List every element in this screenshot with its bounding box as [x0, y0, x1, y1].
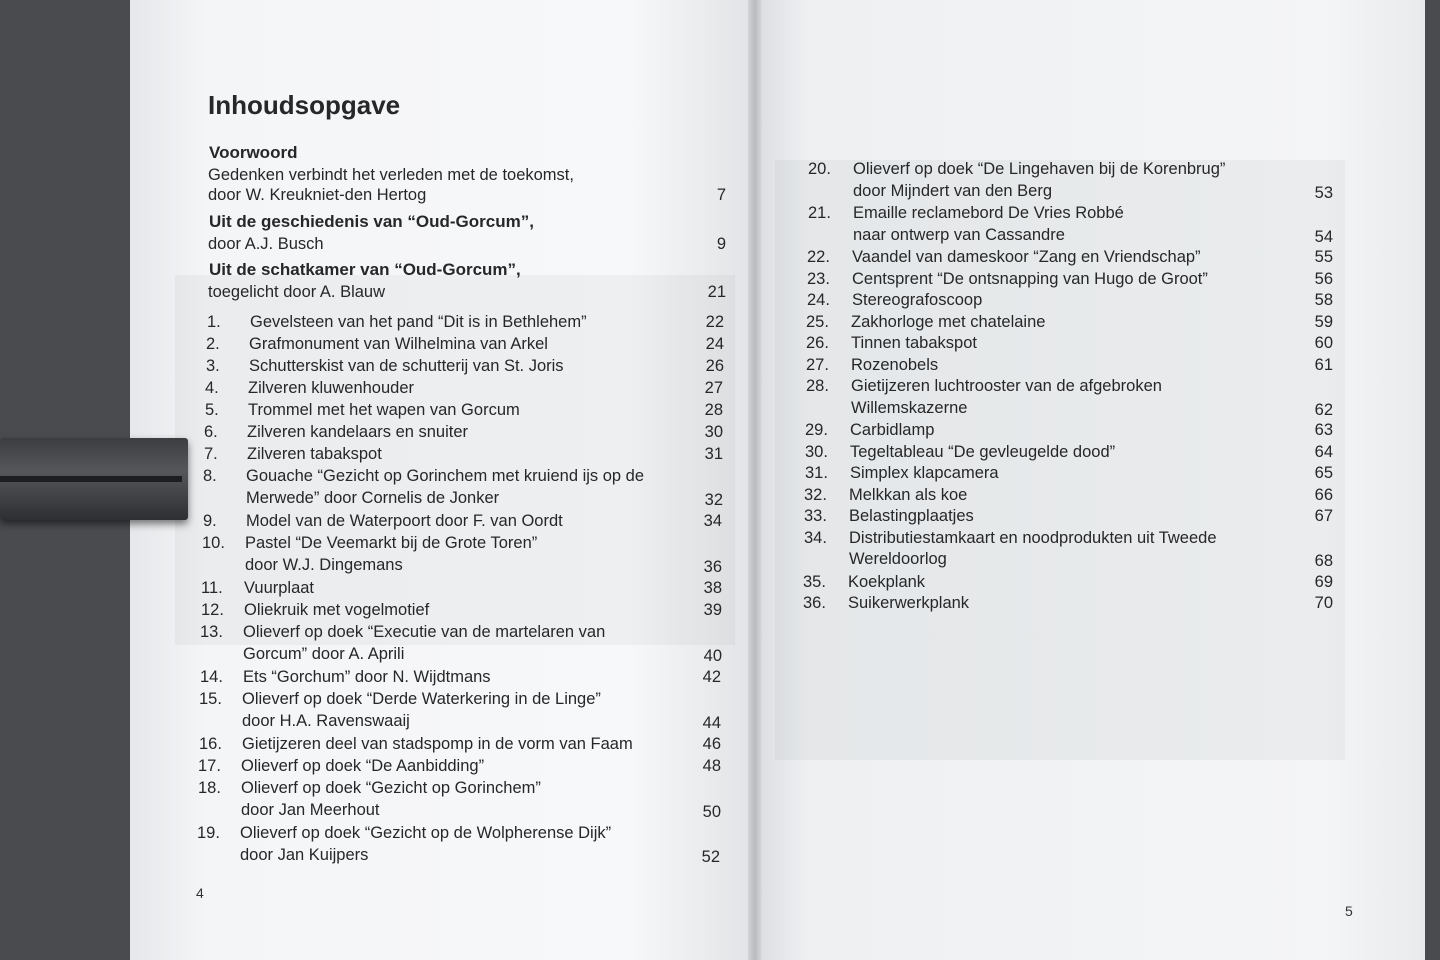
- item-page-number: 52: [701, 848, 720, 866]
- section-page-number: 21: [707, 283, 726, 301]
- item-number: 1.: [207, 313, 221, 331]
- section-page-number: 7: [716, 186, 726, 204]
- page-number-right: 5: [1345, 903, 1353, 919]
- item-title: Olieverf op doek “Executie van de martelaren van: [243, 623, 606, 641]
- section-page-number: 9: [716, 235, 726, 253]
- item-title: door Mijndert van den Berg: [853, 181, 1053, 200]
- item-page-number: 22: [705, 313, 724, 331]
- item-title: Gorcum” door A. Aprili: [243, 645, 405, 663]
- item-page-number: 48: [702, 757, 721, 775]
- item-page-number: 63: [1314, 421, 1333, 439]
- section-heading: Uit de schatkamer van “Oud-Gorcum”,: [209, 260, 521, 279]
- page-number-left: 4: [196, 885, 204, 901]
- section-line: door W. Kreukniet-den Hertog: [208, 186, 427, 204]
- item-title: Ets “Gorchum” door N. Wijdtmans: [243, 668, 491, 686]
- item-title: Gietijzeren luchtrooster van de afgebroken: [851, 377, 1162, 395]
- item-number: 13.: [200, 623, 223, 641]
- item-number: 18.: [198, 779, 221, 797]
- item-number: 8.: [203, 467, 217, 485]
- item-title: Zilveren kandelaars en snuiter: [247, 423, 469, 441]
- item-number: 34.: [804, 528, 827, 547]
- item-number: 16.: [199, 735, 222, 753]
- item-number: 17.: [198, 757, 221, 775]
- item-title: Gevelsteen van het pand “Dit is in Bethlehem”: [250, 313, 587, 331]
- item-title: door H.A. Ravenswaaij: [242, 712, 410, 730]
- page-title: Inhoudsopgave: [208, 90, 401, 120]
- item-page-number: 55: [1314, 248, 1333, 266]
- item-title: Willemskazerne: [851, 398, 968, 417]
- item-title: Model van de Waterpoort door F. van Oordt: [246, 512, 563, 530]
- item-title: Zilveren kluwenhouder: [248, 379, 415, 397]
- item-title: Simplex klapcamera: [850, 464, 999, 482]
- item-number: 3.: [206, 357, 220, 375]
- item-title: Pastel “De Veemarkt bij de Grote Toren”: [245, 534, 538, 552]
- item-title: Olieverf op doek “Gezicht op Gorinchem”: [241, 779, 541, 797]
- item-page-number: 67: [1314, 507, 1333, 525]
- item-page-number: 24: [705, 335, 724, 353]
- item-page-number: 31: [704, 445, 723, 463]
- item-page-number: 61: [1314, 355, 1333, 374]
- item-page-number: 26: [705, 357, 724, 375]
- item-number: 22.: [807, 248, 830, 266]
- item-title: naar ontwerp van Cassandre: [853, 225, 1065, 244]
- item-title: Carbidlamp: [850, 421, 935, 439]
- item-page-number: 34: [703, 512, 722, 530]
- item-page-number: 39: [703, 601, 722, 619]
- item-title: Oliekruik met vogelmotief: [244, 601, 430, 619]
- item-title: Merwede” door Cornelis de Jonker: [246, 489, 500, 507]
- section-line: door A.J. Busch: [208, 235, 324, 253]
- item-title: Grafmonument van Wilhelmina van Arkel: [249, 335, 548, 353]
- item-page-number: 60: [1314, 334, 1333, 352]
- book-spine: [748, 0, 762, 960]
- item-page-number: 38: [703, 579, 722, 597]
- item-page-number: 53: [1314, 183, 1333, 202]
- item-number: 35.: [803, 572, 826, 591]
- item-number: 11.: [201, 579, 223, 597]
- item-title: Zakhorloge met chatelaine: [851, 312, 1046, 331]
- item-title: Distributiestamkaart en noodprodukten uit Tweede: [849, 528, 1217, 547]
- item-page-number: 69: [1314, 572, 1333, 591]
- item-page-number: 40: [703, 647, 722, 665]
- item-number: 20.: [808, 160, 831, 178]
- item-page-number: 58: [1314, 291, 1333, 309]
- item-title: Olieverf op doek “De Lingehaven bij de Korenbrug”: [853, 160, 1226, 178]
- item-number: 19.: [197, 824, 220, 842]
- item-title: Koekplank: [848, 572, 926, 591]
- binder-clip: [0, 438, 188, 520]
- item-page-number: 32: [704, 491, 723, 509]
- item-page-number: 27: [704, 379, 723, 397]
- section-heading: Voorwoord: [209, 143, 298, 162]
- item-title: door Jan Kuijpers: [240, 846, 369, 864]
- item-number: 26.: [806, 334, 829, 352]
- item-page-number: 56: [1314, 269, 1333, 288]
- item-number: 15.: [199, 690, 222, 708]
- item-number: 36.: [803, 594, 826, 612]
- item-title: Wereldoorlog: [849, 550, 947, 568]
- item-title: Olieverf op doek “Gezicht op de Wolpherense Dijk”: [240, 824, 612, 842]
- item-number: 23.: [807, 269, 830, 288]
- item-title: Vaandel van dameskoor “Zang en Vriendschap”: [852, 248, 1201, 266]
- item-number: 25.: [806, 312, 829, 331]
- item-title: Centsprent “De ontsnapping van Hugo de Groot”: [852, 269, 1208, 288]
- item-title: Gietijzeren deel van stadspomp in de vorm van Faam: [242, 735, 633, 753]
- section-line: toegelicht door A. Blauw: [208, 283, 386, 301]
- item-number: 2.: [206, 335, 220, 353]
- item-page-number: 50: [702, 803, 721, 821]
- item-number: 21.: [808, 204, 831, 222]
- item-title: Stereografoscoop: [852, 291, 983, 309]
- item-title: Zilveren tabakspot: [247, 445, 382, 463]
- item-title: Emaille reclamebord De Vries Robbé: [853, 204, 1124, 222]
- item-number: 29.: [805, 421, 828, 439]
- item-number: 32.: [804, 485, 827, 504]
- item-number: 31.: [805, 464, 828, 482]
- item-page-number: 28: [704, 401, 723, 419]
- item-page-number: 66: [1314, 485, 1333, 504]
- item-number: 27.: [806, 355, 829, 374]
- item-page-number: 62: [1314, 400, 1333, 419]
- item-number: 4.: [205, 379, 219, 397]
- item-title: Schutterskist van de schutterij van St. Joris: [249, 357, 564, 375]
- item-number: 14.: [200, 668, 223, 686]
- item-title: Melkkan als koe: [849, 485, 968, 504]
- item-number: 6.: [204, 423, 218, 441]
- section-line: Gedenken verbindt het verleden met de toekomst,: [208, 166, 574, 184]
- item-title: Rozenobels: [851, 355, 939, 374]
- item-number: 28.: [806, 377, 829, 395]
- item-page-number: 44: [702, 714, 721, 732]
- item-title: Olieverf op doek “De Aanbidding”: [241, 757, 485, 775]
- item-number: 7.: [204, 445, 218, 463]
- section-heading: Uit de geschiedenis van “Oud-Gorcum”,: [209, 212, 534, 231]
- item-title: Suikerwerkplank: [848, 594, 970, 612]
- item-title: Vuurplaat: [244, 579, 315, 597]
- item-page-number: 70: [1314, 594, 1333, 612]
- item-title: door Jan Meerhout: [241, 801, 380, 819]
- item-title: door W.J. Dingemans: [245, 556, 403, 574]
- item-page-number: 46: [702, 735, 721, 753]
- item-number: 9.: [203, 512, 217, 530]
- item-title: Tegeltableau “De gevleugelde dood”: [850, 442, 1116, 461]
- item-number: 10.: [202, 534, 225, 552]
- item-page-number: 59: [1314, 312, 1333, 331]
- item-number: 5.: [205, 401, 219, 419]
- item-page-number: 30: [704, 423, 723, 441]
- item-page-number: 42: [702, 668, 721, 686]
- item-number: 33.: [804, 507, 827, 525]
- item-title: Tinnen tabakspot: [851, 334, 977, 352]
- item-page-number: 64: [1314, 442, 1333, 461]
- item-number: 12.: [201, 601, 224, 619]
- item-title: Trommel met het wapen van Gorcum: [248, 401, 520, 419]
- item-title: Olieverf op doek “Derde Waterkering in de Linge”: [242, 690, 601, 708]
- item-page-number: 68: [1314, 552, 1333, 570]
- item-page-number: 36: [703, 558, 722, 576]
- item-page-number: 65: [1314, 464, 1333, 482]
- item-title: Gouache “Gezicht op Gorinchem met kruiend ijs op de: [246, 467, 645, 485]
- item-title: Belastingplaatjes: [849, 507, 974, 525]
- item-number: 30.: [805, 442, 828, 461]
- item-number: 24.: [807, 291, 830, 309]
- item-page-number: 54: [1314, 227, 1333, 246]
